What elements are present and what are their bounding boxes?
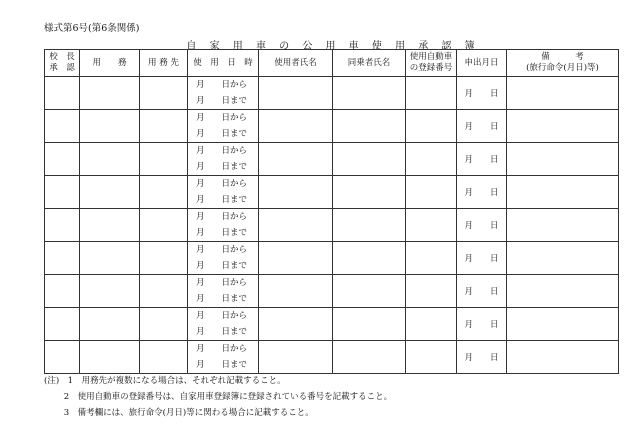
cell-passenger-name[interactable] [333, 77, 406, 110]
cell-user-name[interactable] [259, 77, 333, 110]
cell-user-name[interactable] [259, 176, 333, 209]
cell-approval[interactable] [45, 143, 80, 176]
cell-user-name[interactable] [259, 110, 333, 143]
table-row [45, 242, 619, 275]
cell-destination[interactable] [140, 308, 188, 341]
cell-approval[interactable] [45, 242, 80, 275]
application-date-text: 月 日 [464, 320, 499, 330]
notes-prefix: (注) [44, 376, 60, 386]
date-from-text: 月 日から [196, 179, 248, 189]
header-vehicle-registration: 使用自動車 の登録番号 [406, 50, 457, 77]
application-date-text: 月 日 [464, 254, 499, 264]
cell-remarks[interactable] [507, 242, 619, 275]
application-date-text: 月 日 [464, 155, 499, 165]
cell-business[interactable] [80, 308, 140, 341]
cell-user-name[interactable] [259, 242, 333, 275]
cell-approval[interactable] [45, 209, 80, 242]
cell-destination[interactable] [140, 110, 188, 143]
cell-business[interactable] [80, 275, 140, 308]
cell-destination[interactable] [140, 275, 188, 308]
cell-vehicle-registration[interactable] [406, 110, 457, 143]
cell-application-date[interactable] [457, 275, 507, 308]
cell-approval[interactable] [45, 176, 80, 209]
date-from-text: 月 日から [196, 311, 248, 321]
cell-vehicle-registration[interactable] [406, 275, 457, 308]
note-text: 1 用務先が複数になる場合は、それぞれ記載すること。 [67, 376, 286, 386]
date-from-text: 月 日から [196, 146, 248, 156]
note-item [44, 389, 392, 405]
cell-passenger-name[interactable] [333, 308, 406, 341]
header-user-name: 使用者氏名 [259, 50, 333, 77]
cell-business[interactable] [80, 110, 140, 143]
cell-application-date[interactable] [457, 176, 507, 209]
date-from-text: 月 日から [196, 245, 248, 255]
table-body [45, 77, 619, 374]
date-to-text: 月 日まで [196, 327, 248, 337]
application-date-text: 月 日 [464, 188, 499, 198]
cell-destination[interactable] [140, 341, 188, 374]
cell-destination[interactable] [140, 176, 188, 209]
note-text: 3 備考欄には、旅行命令(月日)等に関わる場合に記載すること。 [63, 408, 314, 418]
cell-approval[interactable] [45, 275, 80, 308]
note-item [44, 405, 392, 421]
header-approval: 校 長 承 認 [45, 50, 80, 77]
cell-vehicle-registration[interactable] [406, 341, 457, 374]
note-text: 2 使用自動車の登録番号は、自家用車登録簿に登録されている番号を記載すること。 [63, 392, 393, 402]
cell-passenger-name[interactable] [333, 176, 406, 209]
cell-application-date[interactable] [457, 143, 507, 176]
header-business: 用 務 [80, 50, 140, 77]
header-destination: 用 務 先 [140, 50, 188, 77]
application-date-text: 月 日 [464, 287, 499, 297]
table-row [45, 275, 619, 308]
date-from-text: 月 日から [196, 212, 248, 222]
table-row [45, 209, 619, 242]
cell-passenger-name[interactable] [333, 143, 406, 176]
table-row [45, 176, 619, 209]
cell-remarks[interactable] [507, 143, 619, 176]
cell-usage-datetime[interactable] [188, 176, 259, 209]
cell-approval[interactable] [45, 341, 80, 374]
form-label: 様式第6号(第6条関係) [44, 23, 140, 34]
table-row [45, 77, 619, 110]
cell-remarks[interactable] [507, 275, 619, 308]
cell-passenger-name[interactable] [333, 341, 406, 374]
cell-passenger-name[interactable] [333, 209, 406, 242]
header-passenger-name: 同乗者氏名 [333, 50, 406, 77]
cell-user-name[interactable] [259, 308, 333, 341]
cell-destination[interactable] [140, 242, 188, 275]
cell-approval[interactable] [45, 308, 80, 341]
cell-application-date[interactable] [457, 77, 507, 110]
cell-vehicle-registration[interactable] [406, 77, 457, 110]
notes-section [44, 373, 392, 421]
approval-ledger-table [44, 49, 619, 374]
date-to-text: 月 日まで [196, 261, 248, 271]
application-date-text: 月 日 [464, 353, 499, 363]
cell-usage-datetime[interactable] [188, 143, 259, 176]
table-header-row [45, 50, 619, 77]
date-to-text: 月 日まで [196, 129, 248, 139]
cell-application-date[interactable] [457, 209, 507, 242]
application-date-text: 月 日 [464, 89, 499, 99]
cell-user-name[interactable] [259, 275, 333, 308]
cell-remarks[interactable] [507, 176, 619, 209]
cell-user-name[interactable] [259, 209, 333, 242]
date-from-text: 月 日から [196, 113, 248, 123]
cell-approval[interactable] [45, 110, 80, 143]
date-to-text: 月 日まで [196, 195, 248, 205]
cell-destination[interactable] [140, 209, 188, 242]
cell-vehicle-registration[interactable] [406, 308, 457, 341]
cell-application-date[interactable] [457, 242, 507, 275]
header-remarks: 備 考 (旅行命令(月日)等) [507, 50, 619, 77]
cell-business[interactable] [80, 176, 140, 209]
cell-usage-datetime[interactable] [188, 275, 259, 308]
cell-remarks[interactable] [507, 110, 619, 143]
cell-passenger-name[interactable] [333, 242, 406, 275]
cell-application-date[interactable] [457, 341, 507, 374]
cell-destination[interactable] [140, 143, 188, 176]
table-row [45, 341, 619, 374]
header-application-date: 申出月日 [457, 50, 507, 77]
page-title: 自 家 用 車 の 公 用 車 使 用 承 認 簿 [186, 41, 476, 52]
cell-remarks[interactable] [507, 209, 619, 242]
cell-destination[interactable] [140, 77, 188, 110]
table-row [45, 143, 619, 176]
cell-remarks[interactable] [507, 77, 619, 110]
application-date-text: 月 日 [464, 221, 499, 231]
cell-usage-datetime[interactable] [188, 77, 259, 110]
cell-remarks[interactable] [507, 308, 619, 341]
cell-vehicle-registration[interactable] [406, 176, 457, 209]
cell-user-name[interactable] [259, 341, 333, 374]
cell-usage-datetime[interactable] [188, 341, 259, 374]
date-from-text: 月 日から [196, 278, 248, 288]
date-to-text: 月 日まで [196, 294, 248, 304]
cell-remarks[interactable] [507, 341, 619, 374]
header-usage-datetime: 使 用 日 時 [188, 50, 259, 77]
cell-usage-datetime[interactable] [188, 308, 259, 341]
cell-passenger-name[interactable] [333, 275, 406, 308]
cell-usage-datetime[interactable] [188, 209, 259, 242]
cell-business[interactable] [80, 143, 140, 176]
cell-application-date[interactable] [457, 308, 507, 341]
date-to-text: 月 日まで [196, 162, 248, 172]
application-date-text: 月 日 [464, 122, 499, 132]
cell-user-name[interactable] [259, 143, 333, 176]
cell-vehicle-registration[interactable] [406, 209, 457, 242]
cell-usage-datetime[interactable] [188, 242, 259, 275]
cell-approval[interactable] [45, 77, 80, 110]
cell-business[interactable] [80, 341, 140, 374]
table-row [45, 110, 619, 143]
cell-business[interactable] [80, 242, 140, 275]
cell-application-date[interactable] [457, 110, 507, 143]
cell-business[interactable] [80, 77, 140, 110]
table-row [45, 308, 619, 341]
date-to-text: 月 日まで [196, 228, 248, 238]
cell-passenger-name[interactable] [333, 110, 406, 143]
cell-business[interactable] [80, 209, 140, 242]
cell-vehicle-registration[interactable] [406, 242, 457, 275]
note-item [44, 373, 392, 389]
cell-usage-datetime[interactable] [188, 110, 259, 143]
date-to-text: 月 日まで [196, 96, 248, 106]
cell-vehicle-registration[interactable] [406, 143, 457, 176]
date-from-text: 月 日から [196, 344, 248, 354]
date-from-text: 月 日から [196, 80, 248, 90]
date-to-text: 月 日まで [196, 360, 248, 370]
